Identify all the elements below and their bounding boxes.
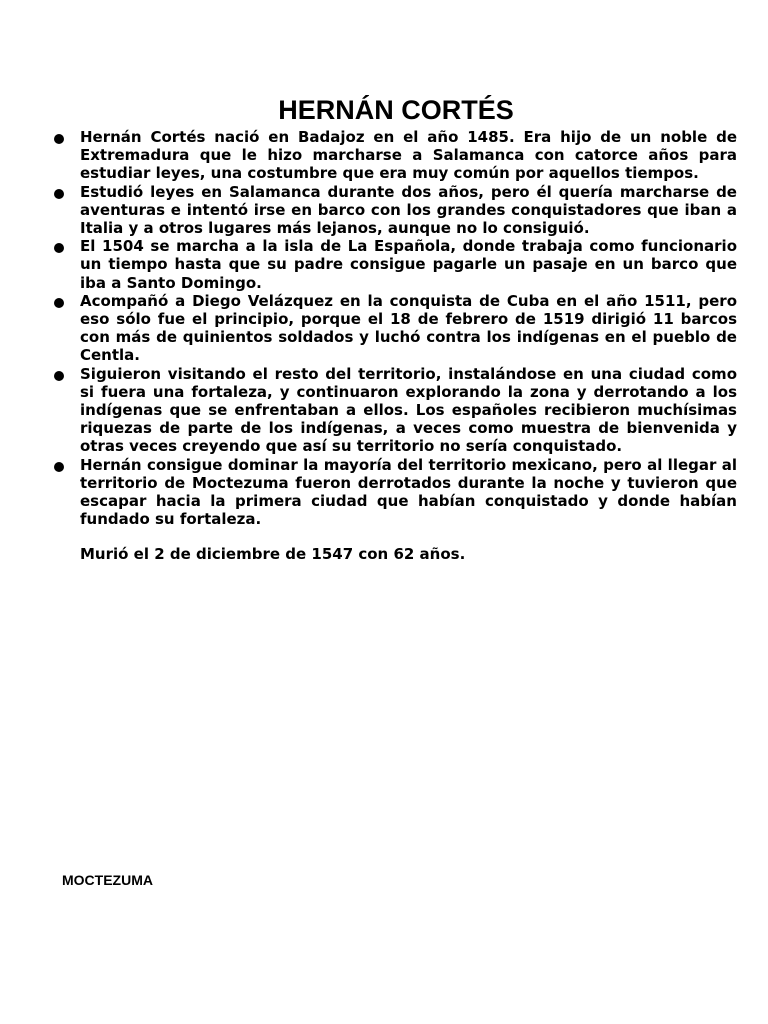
paragraph-text: El 1504 se marcha a la isla de La Española, donde trabaja como funcionario un tiempo hasta que su padre consigue pagarle un pasaje en un barco que iba a Santo Domingo.: [80, 237, 737, 292]
document-title: HERNÁN CORTÉS: [278, 95, 514, 125]
paragraph-text: Siguieron visitando el resto del territorio, instalándose en una ciudad como si fuera una fortaleza, y continuaron explorando la zona y derrotando a los indígenas que se enfrentaban a ellos. Los españoles recibieron muchísimas riquezas de parte de los indígenas, a veces como muestra de bienvenida y otras veces creyendo que así su territorio no sería conquistado.: [80, 364, 737, 456]
list-item: [80, 128, 737, 183]
list-item: [80, 183, 737, 238]
paragraph-text: Hernán Cortés nació en Badajoz en el año 1485. Era hijo de un noble de Extremadura que le hizo marcharse a Salamanca con catorce años para estudiar leyes, una costumbre que era muy común por aquellos tiempos.: [80, 128, 737, 183]
image-caption: MOCTEZUMA: [62, 872, 153, 888]
biography-list: [80, 128, 737, 528]
bullet-icon: [54, 243, 64, 253]
paragraph-text: Hernán consigue dominar la mayoría del territorio mexicano, pero al llegar al territorio de Moctezuma fueron derrotados durante la noche y tuvieron que escapar hacia la primera ciudad que habían conquistado y donde habían fundado su fortaleza.: [80, 455, 737, 529]
list-item: [80, 456, 737, 529]
list-item: [80, 292, 737, 365]
bullet-icon: [54, 189, 64, 199]
list-item: [80, 365, 737, 456]
paragraph-text: Acompañó a Diego Velázquez en la conquista de Cuba en el año 1511, pero eso sólo fue el principio, porque el 18 de febrero de 1519 dirigió 11 barcos con más de quinientos soldados y luchó contra los indígenas en el pueblo de Centla.: [80, 291, 737, 365]
bullet-icon: [54, 462, 64, 472]
closing-paragraph: Murió el 2 de diciembre de 1547 con 62 años.: [80, 545, 466, 563]
list-item: [80, 237, 737, 292]
bullet-icon: [54, 134, 64, 144]
bullet-icon: [54, 298, 64, 308]
paragraph-text: Estudió leyes en Salamanca durante dos años, pero él quería marcharse de aventuras e intentó irse en barco con los grandes conquistadores que iban a Italia y a otros lugares más lejanos, aunque no lo consiguió.: [80, 182, 737, 238]
bullet-icon: [54, 371, 64, 381]
